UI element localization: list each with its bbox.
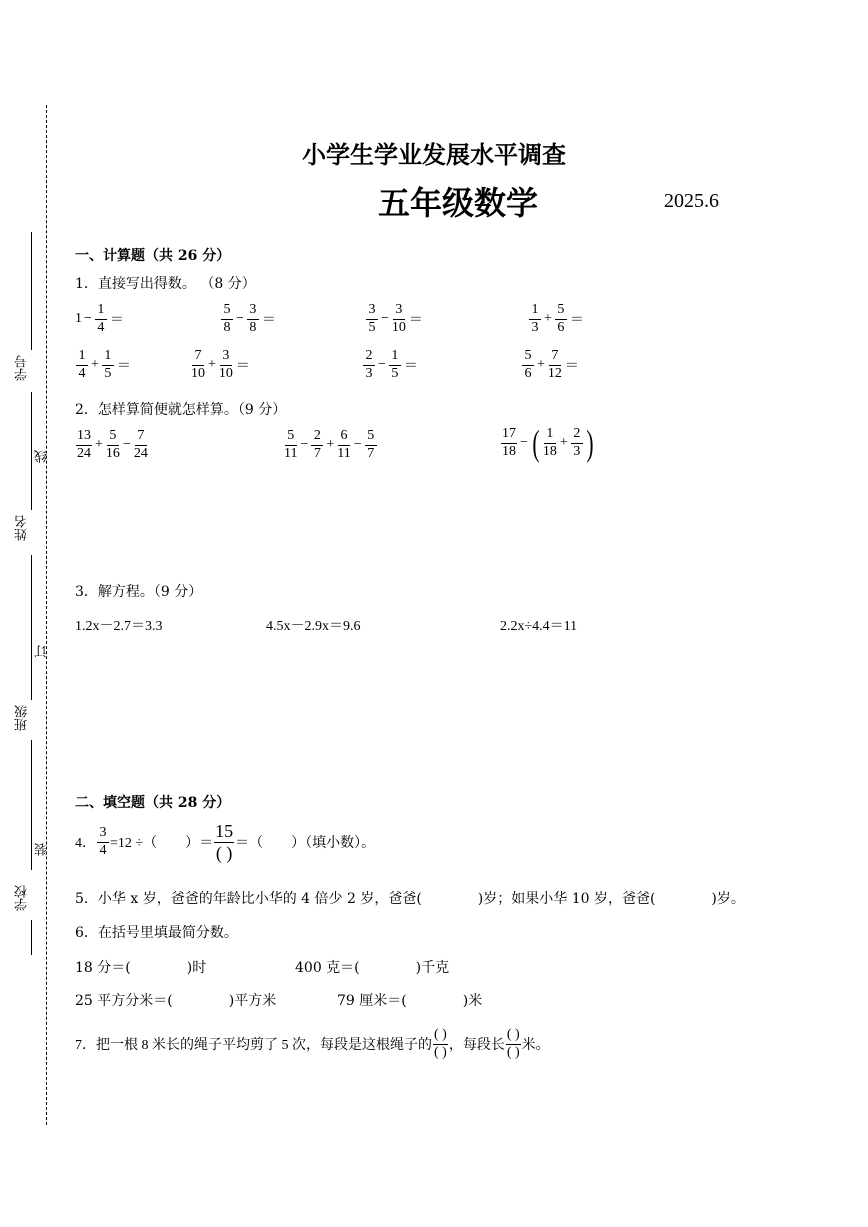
fraction: $\frac{3}{8}$: [247, 303, 259, 335]
operator: −: [236, 311, 244, 327]
operator: +: [326, 437, 335, 453]
equals-sign: ＝: [261, 313, 276, 329]
fraction: $\frac{5}{7}$: [365, 429, 377, 461]
fraction: $\frac{6}{11}$: [337, 428, 351, 461]
fraction: $\frac{3}{10}$: [391, 302, 406, 335]
operator: +: [544, 311, 552, 327]
q7-text-b: ，每段长: [448, 1038, 505, 1054]
q3-prompt: 3．解方程。（9 分）: [75, 584, 203, 600]
label-zhuang: 装: [35, 843, 50, 856]
section1-title: 一、计算题（共 26 分）: [75, 248, 231, 264]
section2-title: 二、填空题（共 28 分）: [75, 795, 231, 811]
q1-item-3[interactable]: [365, 303, 425, 335]
q1-item-8[interactable]: [521, 349, 581, 381]
q3-equation-1[interactable]: 1.2x－2.7＝3.3: [75, 619, 163, 634]
q4-line[interactable]: [75, 822, 375, 863]
q2-prompt: 2．怎样算简便就怎样算。（9 分）: [75, 402, 287, 418]
operator: −: [378, 357, 386, 373]
fraction: $\frac{2}{3}$: [571, 427, 583, 459]
right-paren-icon: ): [586, 423, 594, 463]
fraction: $\frac{5}{16}$: [105, 428, 120, 461]
q1-item-5[interactable]: [75, 349, 133, 381]
xuehao-fill-line[interactable]: [31, 232, 32, 350]
q2-expression-c[interactable]: [500, 425, 596, 461]
q1-item-1-lead: 1: [75, 311, 82, 327]
label-banji: 班级: [15, 705, 30, 731]
q4-tail: ＝（ ）（填小数）。: [235, 836, 376, 852]
operator: −: [353, 437, 362, 453]
operator: +: [537, 357, 545, 373]
fraction: $\frac{5}{8}$: [221, 303, 233, 335]
q7-text-a: 7．把一根 8 米长的绳子平均剪了 5 次，每段是这根绳子的: [75, 1038, 432, 1054]
fraction: $\frac{1}{5}$: [389, 349, 401, 381]
fraction: $\frac{5}{6}$: [522, 349, 534, 381]
label-xuexiao: 学校: [15, 885, 30, 911]
big-fraction: $\frac{15}{( )}$: [215, 821, 234, 863]
xingming-fill-line[interactable]: [31, 392, 32, 510]
q1-item-1[interactable]: [75, 303, 126, 335]
operator: +: [91, 357, 99, 373]
equals-sign: ＝: [116, 359, 131, 375]
fraction: $\frac{7}{24}$: [133, 428, 148, 461]
fraction: $\frac{7}{12}$: [547, 348, 562, 381]
q6-prompt: 6．在括号里填最简分数。: [75, 925, 238, 941]
q6-item-a[interactable]: 18 分＝( )时: [75, 960, 207, 976]
exam-title: 小学生学业发展水平调查: [302, 141, 566, 169]
q1-prompt: 1．直接写出得数。 （8 分）: [75, 276, 256, 292]
xuexiao-fill-line[interactable]: [31, 740, 32, 870]
operator: +: [559, 435, 568, 450]
xuexiao-fill-line-2[interactable]: [31, 920, 32, 955]
q7-line[interactable]: [75, 1028, 550, 1060]
equals-sign: ＝: [564, 359, 579, 375]
binding-dashed-line: [46, 105, 47, 1125]
operator: −: [381, 311, 389, 327]
fraction: $\frac{2}{3}$: [363, 349, 375, 381]
exam-subtitle: 五年级数学: [378, 184, 539, 222]
left-paren-icon: (: [532, 423, 540, 463]
equals-sign: ＝: [569, 313, 584, 329]
q2-expression-b[interactable]: [283, 429, 378, 461]
banji-fill-line[interactable]: [31, 555, 32, 700]
operator: +: [208, 357, 216, 373]
fraction: $\frac{17}{18}$: [502, 425, 516, 459]
fraction: $\frac{1}{5}$: [102, 349, 114, 381]
label-xian: 线: [35, 450, 50, 463]
fraction: $\frac{7}{10}$: [191, 348, 205, 381]
label-xingming: 姓名: [15, 515, 30, 541]
label-xuehao: 学号: [15, 355, 30, 381]
fraction: $\frac{3}{4}$: [97, 826, 109, 858]
equals-sign: ＝: [235, 359, 250, 375]
fraction: $\frac{5}{6}$: [555, 303, 567, 335]
label-ding: 订: [35, 645, 50, 658]
q4-number: 4．: [75, 836, 96, 852]
q6-item-c[interactable]: 25 平方分米＝( )平方米: [75, 993, 277, 1009]
q6-item-b[interactable]: 400 克＝( )千克: [295, 960, 450, 976]
fraction: $\frac{3}{10}$: [218, 348, 233, 381]
operator: −: [122, 437, 131, 453]
q1-item-6[interactable]: [190, 349, 252, 381]
fraction: $\frac{1}{4}$: [76, 349, 88, 381]
q1-item-7[interactable]: [362, 349, 420, 381]
q3-equation-2[interactable]: 4.5x－2.9x＝9.6: [266, 619, 361, 634]
q1-item-1-op: −: [84, 311, 92, 327]
fraction: $\frac{5}{11}$: [284, 428, 298, 461]
q4-division: =12 ÷（ ）＝: [110, 836, 214, 852]
operator: −: [520, 435, 528, 450]
operator: +: [95, 437, 103, 453]
q5-text[interactable]: 5．小华 x 岁，爸爸的年龄比小华的 4 倍少 2 岁，爸爸( )岁；如果小华 10 岁，爸爸( )岁。: [75, 891, 745, 907]
fraction: $\frac{1}{3}$: [529, 303, 541, 335]
exam-date: 2025.6: [664, 190, 719, 212]
fraction: $\frac{13}{24}$: [77, 428, 91, 461]
fraction: $\frac{2}{7}$: [311, 429, 323, 461]
q1-item-2[interactable]: [220, 303, 278, 335]
q6-item-d[interactable]: 79 厘米＝( )米: [337, 993, 483, 1009]
equals-sign: ＝: [109, 313, 124, 329]
blank-fraction[interactable]: $\frac{( )}{( )}$: [506, 1027, 520, 1060]
q1-item-4[interactable]: [528, 303, 586, 335]
operator: −: [300, 437, 309, 453]
q3-equation-3[interactable]: 2.2x÷4.4＝11: [500, 619, 578, 634]
equals-sign: ＝: [403, 359, 418, 375]
q2-expression-a[interactable]: [75, 429, 149, 461]
fraction: $\frac{3}{5}$: [366, 303, 378, 335]
fraction: $\frac{1}{4}$: [95, 303, 107, 335]
fraction: $\frac{1}{18}$: [542, 425, 557, 459]
q7-text-c: 米。: [521, 1038, 550, 1054]
equals-sign: ＝: [408, 313, 423, 329]
blank-fraction[interactable]: $\frac{( )}{( )}$: [434, 1027, 447, 1060]
